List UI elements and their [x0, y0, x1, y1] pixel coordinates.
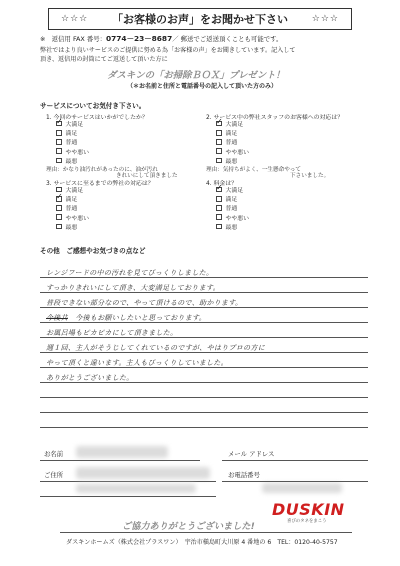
q2-option[interactable] — [216, 137, 249, 146]
comment-rule-9 — [40, 397, 368, 398]
q2-reason-line-2: 下さいました。 — [290, 173, 330, 179]
q2-checkbox-1[interactable] — [216, 121, 222, 127]
name-label: お名前 — [44, 450, 64, 458]
q3-checkbox-2[interactable] — [56, 196, 62, 202]
q2-option-label: 普通 — [225, 140, 238, 147]
q4-option-label: 満足 — [225, 197, 238, 204]
page-title: 「お客様のお声」をお聞かせ下さい — [112, 13, 288, 26]
survey-section-title: サービスについてお気付き下さい。 — [40, 102, 146, 110]
q3-option[interactable] — [56, 203, 89, 212]
footer-divider — [60, 532, 352, 533]
q3-option-label: 最悪 — [65, 224, 78, 231]
comment-line-4 — [46, 313, 206, 323]
q1-reason-line-2: きれいにして頂きました — [116, 173, 178, 179]
q1-checkbox-1[interactable] — [56, 121, 62, 127]
q4-option-label: 最悪 — [225, 224, 238, 231]
q1-label: 1. 今回のサービスはいかがでしたか？ — [46, 115, 148, 121]
q1-option-label: 満足 — [65, 131, 78, 138]
q2-checkbox-3[interactable] — [216, 139, 222, 145]
q2-option-label: やや悪い — [225, 149, 250, 156]
q1-option[interactable] — [56, 119, 89, 128]
q4-checkbox-1[interactable] — [216, 187, 222, 193]
duskin-logo: DUSKIN — [272, 500, 345, 519]
address-field-2[interactable] — [76, 484, 196, 493]
fax-number: 0774－23－8687 — [106, 34, 173, 43]
q4-checkbox-5[interactable] — [216, 224, 222, 230]
fax-line — [40, 33, 360, 44]
address-underline — [40, 481, 216, 482]
title-box — [48, 8, 352, 30]
phone-underline — [222, 481, 368, 482]
q1-option[interactable] — [56, 147, 89, 156]
q2-option-label: 満足 — [225, 131, 238, 138]
name-field[interactable] — [76, 446, 168, 458]
mail-underline — [222, 460, 368, 461]
q1-checkbox-4[interactable] — [56, 148, 62, 154]
comment-line-6: 週１回、主人がそうじしてくれているのですが、やはりプロの方に — [46, 344, 265, 352]
q3-option-label: やや悪い — [65, 215, 90, 222]
stars-right: ☆☆☆ — [311, 14, 339, 24]
q1-option-label: 大満足 — [65, 122, 84, 129]
thanks-message: ご協力ありがとうございました! — [122, 521, 255, 532]
q1-options — [56, 119, 89, 165]
phone-field[interactable] — [262, 483, 342, 493]
q4-option[interactable] — [216, 194, 249, 203]
duskin-tagline: 喜びのタネをまこう — [287, 519, 327, 524]
q1-reason-label: 理由： — [46, 167, 63, 173]
q3-option-label: 大満足 — [65, 188, 84, 195]
footer-text: ダスキンホームズ（株式会社プラスワン） 宇治市槇島町大川原 4 番地の 6 TEL：0120-40-5757 — [66, 539, 338, 546]
q2-reason-line-1: 気持ちがよく、一生懸命やって — [222, 167, 301, 173]
name-underline — [40, 460, 200, 461]
phone-label: お電話番号 — [228, 471, 260, 479]
q4-option[interactable] — [216, 185, 249, 194]
q4-checkbox-4[interactable] — [216, 214, 222, 220]
stars-left: ☆☆☆ — [61, 14, 89, 24]
q2-option[interactable] — [216, 156, 249, 165]
q3-option[interactable] — [56, 194, 89, 203]
present-note: （＊お名前と住所と電話番号の記入して頂いた方のみ） — [126, 83, 277, 90]
q3-option-label: 満足 — [65, 197, 78, 204]
fax-prefix: ※ 返信用 FAX 番号： — [40, 35, 106, 43]
intro-text — [40, 46, 370, 64]
q3-options — [56, 185, 89, 231]
q3-option-label: 普通 — [65, 206, 78, 213]
q4-option[interactable] — [216, 213, 249, 222]
q2-checkbox-2[interactable] — [216, 130, 222, 136]
q2-option-label: 大満足 — [225, 122, 244, 129]
q2-option[interactable] — [216, 147, 249, 156]
q4-option[interactable] — [216, 222, 249, 231]
fax-suffix: ／ 郵送でご返送頂くことも可能です。 — [172, 35, 283, 43]
q4-option[interactable] — [216, 203, 249, 212]
q2-reason — [206, 165, 301, 173]
q4-option-label: やや悪い — [225, 215, 250, 222]
comment-line-7: やって頂くと違います。主人もびっくりしていました。 — [46, 359, 228, 367]
q4-checkbox-3[interactable] — [216, 205, 222, 211]
q4-label: 4. 料金は？ — [206, 181, 238, 187]
comment-line-4-text: 今後もお願いしたいと思っております。 — [75, 314, 207, 322]
q3-option[interactable] — [56, 222, 89, 231]
comment-line-5: お風呂場もピカピカにして頂きました。 — [46, 329, 178, 337]
q1-option[interactable] — [56, 128, 89, 137]
comment-line-2: すっかりきれいにして頂き、大変満足しております。 — [46, 284, 220, 292]
q4-options — [216, 185, 249, 231]
intro-line-1: 弊社ではより良いサービスのご提供に努める為「お客様の声」をお聞きしています。記入して — [40, 47, 296, 54]
q2-reason-label: 理由： — [206, 167, 223, 173]
address-underline-2 — [40, 496, 216, 497]
comment-line-3: 普段できない部分なので、やって頂けるので、助かります。 — [46, 299, 243, 307]
struck-word: 今後共 — [46, 314, 68, 322]
q1-option-label: 普通 — [65, 140, 78, 147]
q2-options — [216, 119, 249, 165]
q3-option[interactable] — [56, 213, 89, 222]
comment-rule-10 — [40, 412, 368, 413]
q1-option[interactable] — [56, 137, 89, 146]
address-field[interactable] — [76, 467, 210, 479]
q1-reason-line-1: かなり油汚れがあったのに、油が汚れ — [62, 167, 158, 173]
q2-checkbox-5[interactable] — [216, 158, 222, 164]
comment-rule-11 — [40, 427, 368, 428]
present-title: ダスキンの「お掃除ＢＯＸ」プレゼント！ — [107, 70, 285, 81]
q3-checkbox-5[interactable] — [56, 224, 62, 230]
comments-section-title: その他 ご感想やお気づきの点など — [40, 247, 146, 255]
q1-option[interactable] — [56, 156, 89, 165]
q4-option-label: 普通 — [225, 206, 238, 213]
q4-option-label: 大満足 — [225, 188, 244, 195]
q3-checkbox-4[interactable] — [56, 214, 62, 220]
q2-option-label: 最悪 — [225, 158, 238, 165]
mail-label: メール アドレス — [228, 450, 275, 458]
q2-checkbox-4[interactable] — [216, 148, 222, 154]
q1-checkbox-3[interactable] — [56, 139, 62, 145]
q1-checkbox-2[interactable] — [56, 130, 62, 136]
comment-line-1: レンジフードの中の汚れを見てびっくりしました。 — [46, 269, 214, 277]
address-label: ご住所 — [44, 471, 64, 479]
q3-checkbox-3[interactable] — [56, 205, 62, 211]
q3-label: 3. サービスに至るまでの弊社の対応は？ — [46, 181, 154, 187]
q1-option-label: やや悪い — [65, 149, 90, 156]
q1-option-label: 最悪 — [65, 158, 78, 165]
q1-checkbox-5[interactable] — [56, 158, 62, 164]
q2-option[interactable] — [216, 119, 249, 128]
intro-line-2: 頂き、返信用の封筒にてご返送して頂いた方に — [40, 56, 168, 63]
comment-line-8: ありがとうございました。 — [46, 374, 134, 382]
q2-option[interactable] — [216, 128, 249, 137]
q2-label: 2. サービス中の弊社スタッフのお客様への対応は？ — [206, 115, 344, 121]
q4-checkbox-2[interactable] — [216, 196, 222, 202]
